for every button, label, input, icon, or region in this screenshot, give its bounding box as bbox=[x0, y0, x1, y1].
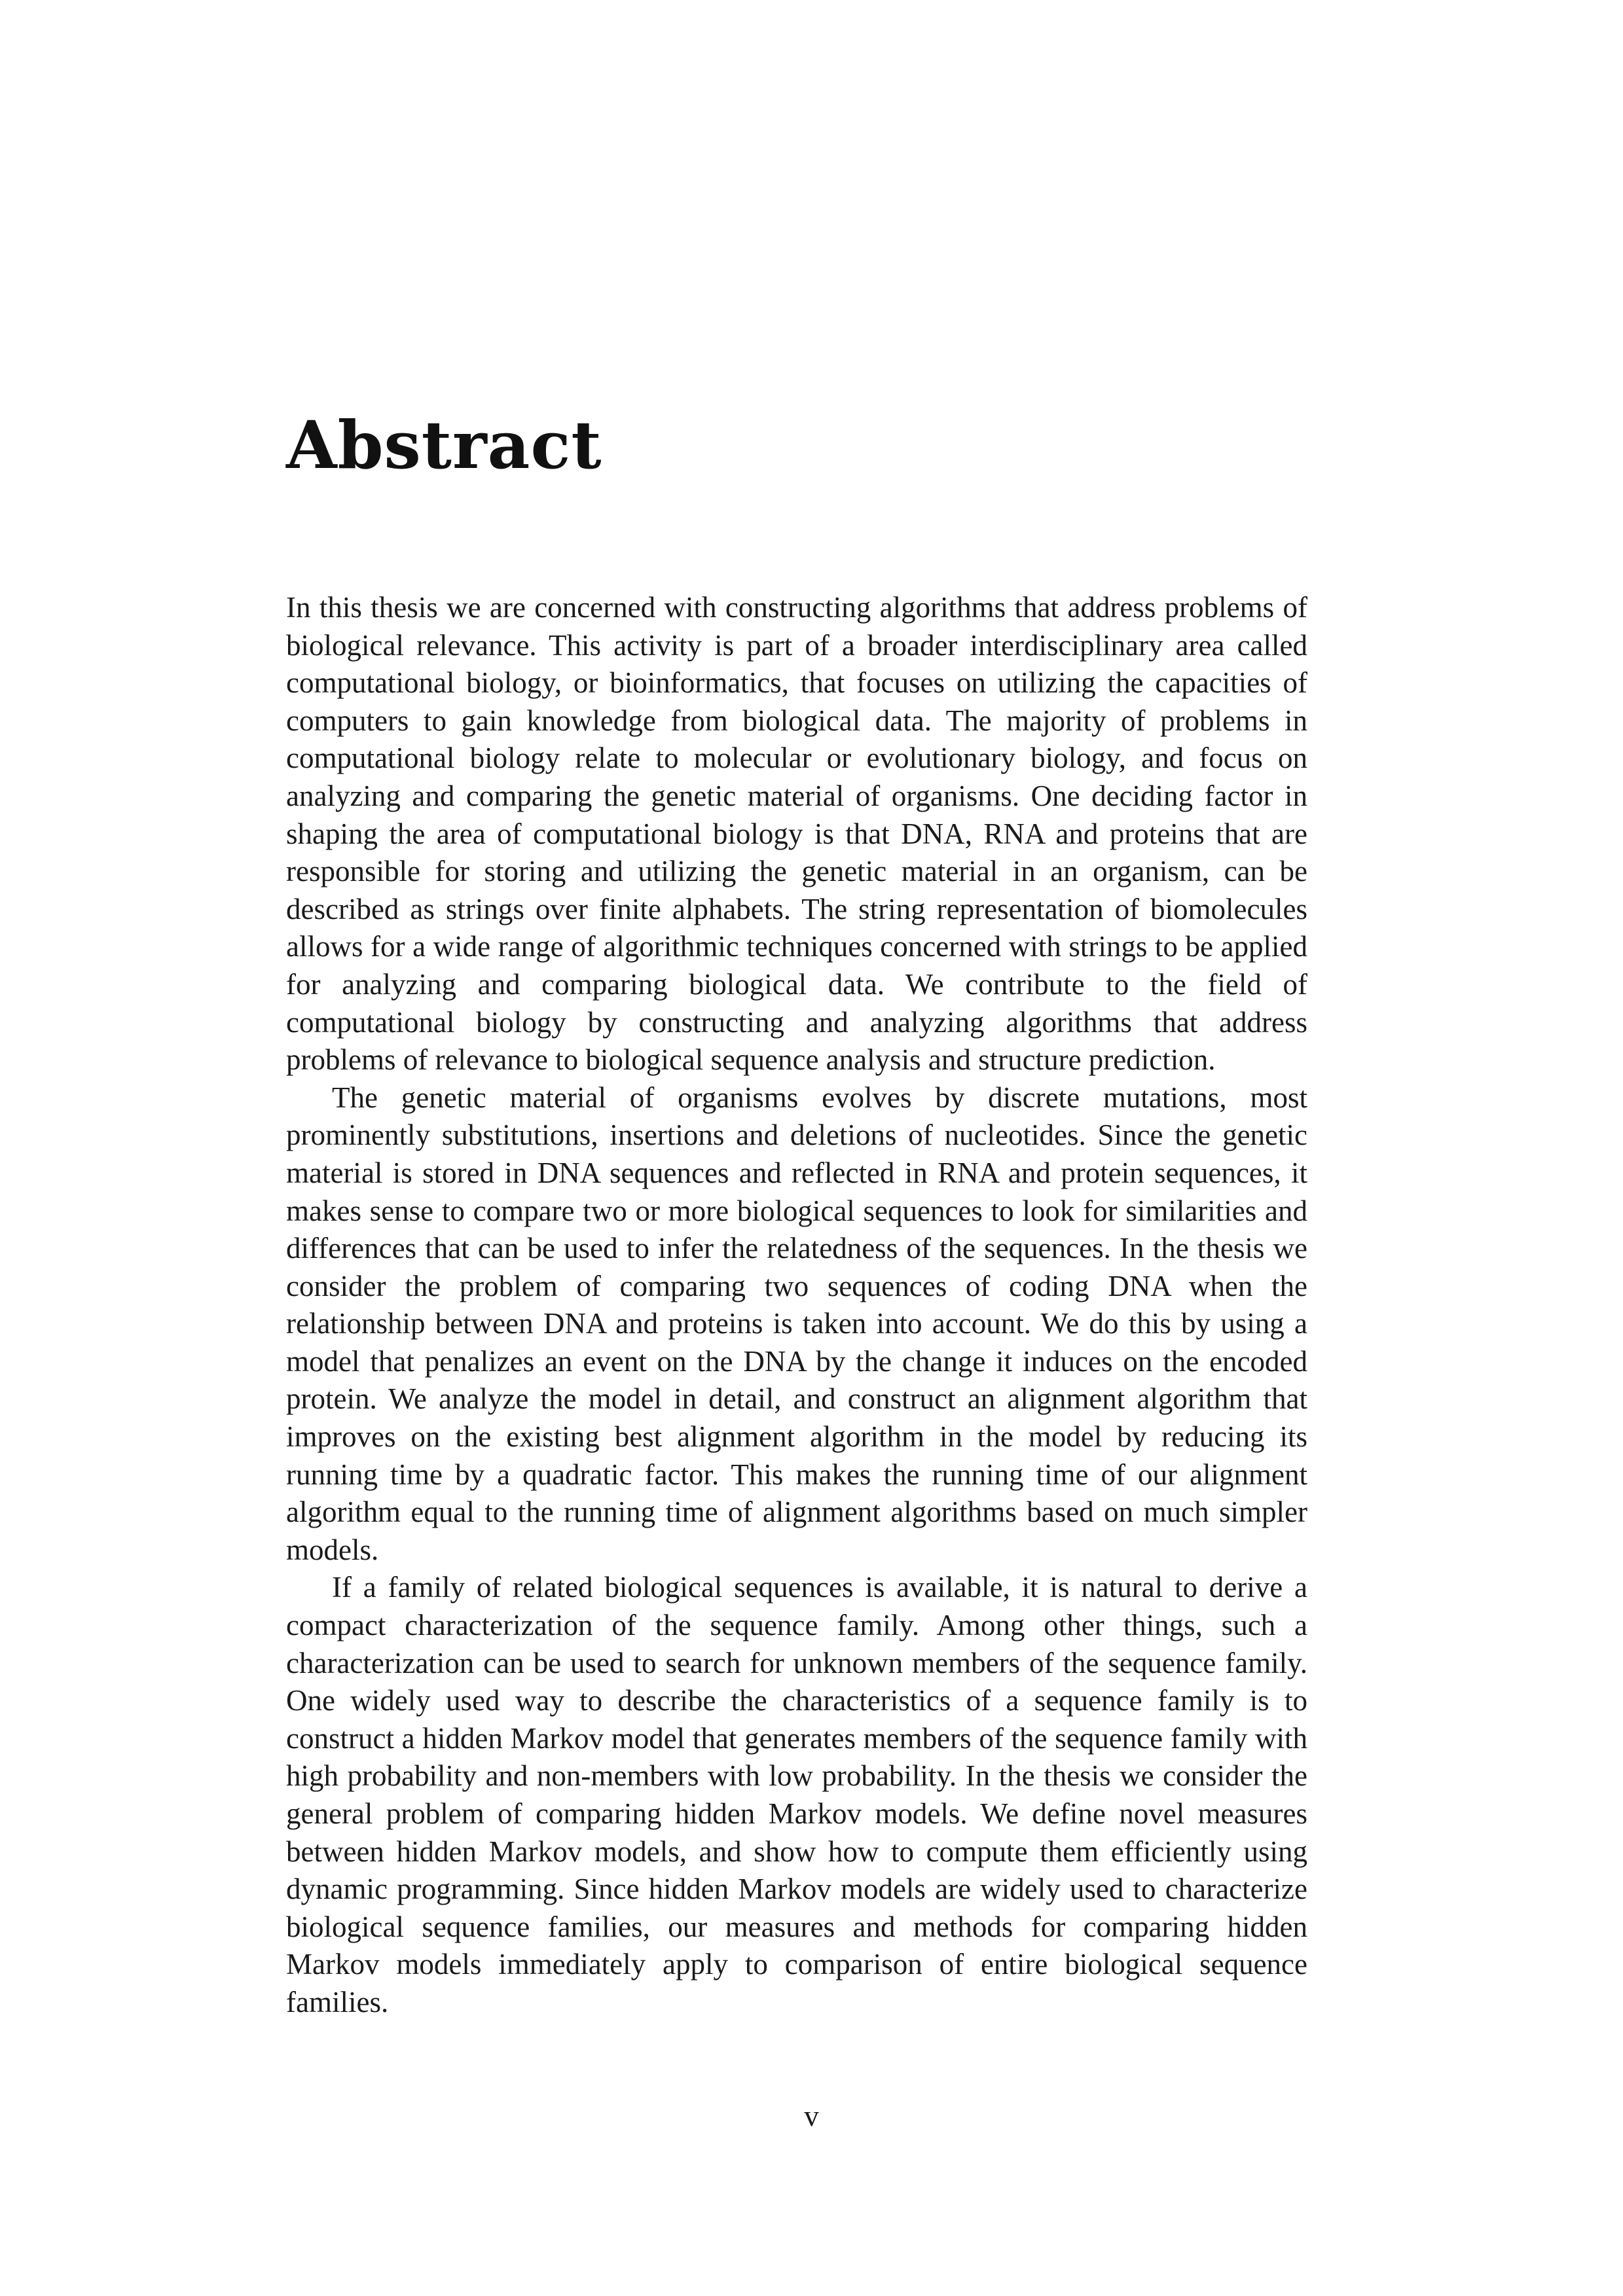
chapter-title: Abstract bbox=[286, 406, 602, 484]
abstract-paragraph-1: In this thesis we are concerned with constructing algorithms that address problems of biological relevance. This activity is part of a broader interdisciplinary area called computational biology, or bioinformatics, that focuses on utilizing the capacities of computers to gain knowledge from biological data. The majority of problems in computational biology relate to molecular or evolutionary biology, and focus on analyzing and comparing the genetic material of organisms. One deciding factor in shaping the area of computational biology is that DNA, RNA and proteins that are responsible for storing and utilizing the genetic material in an organism, can be described as strings over finite alphabets. The string representation of biomolecules allows for a wide range of algorithmic techniques concerned with strings to be applied for analyzing and comparing biological data. We contribute to the field of computational biology by constructing and analyzing algorithms that address problems of relevance to biological sequence analysis and structure prediction. bbox=[286, 591, 1307, 1077]
page-number: v bbox=[804, 2100, 819, 2132]
abstract-body bbox=[286, 589, 1307, 2022]
abstract-paragraph-3: If a family of related biological sequences is available, it is natural to derive a compact characterization of the sequence family. Among other things, such a characterization can be used to search for unknown members of the sequence family. One widely used way to describe the characteristics of a sequence family is to construct a hidden Markov model that generates members of the sequence family with high probability and non-members with low probability. In the thesis we consider the general problem of comparing hidden Markov models. We define novel measures between hidden Markov models, and show how to compute them efficiently using dynamic programming. Since hidden Markov models are widely used to characterize biological sequence families, our measures and methods for comparing hidden Markov models immediately apply to comparison of entire biological sequence families. bbox=[286, 1571, 1307, 2018]
abstract-paragraph-2: The genetic material of organisms evolves by discrete mutations, most prominently substitutions, insertions and deletions of nucleotides. Since the genetic material is stored in DNA sequences and reflected in RNA and protein sequences, it makes sense to compare two or more biological sequences to look for similarities and differences that can be used to infer the relatedness of the sequences. In the thesis we consider the problem of comparing two sequences of coding DNA when the relationship between DNA and proteins is taken into account. We do this by using a model that penalizes an event on the DNA by the change it induces on the encoded protein. We analyze the model in detail, and construct an alignment algorithm that improves on the existing best alignment algorithm in the model by reducing its running time by a quadratic factor. This makes the running time of our alignment algorithm equal to the running time of alignment algorithms based on much simpler models. bbox=[286, 1081, 1307, 1566]
